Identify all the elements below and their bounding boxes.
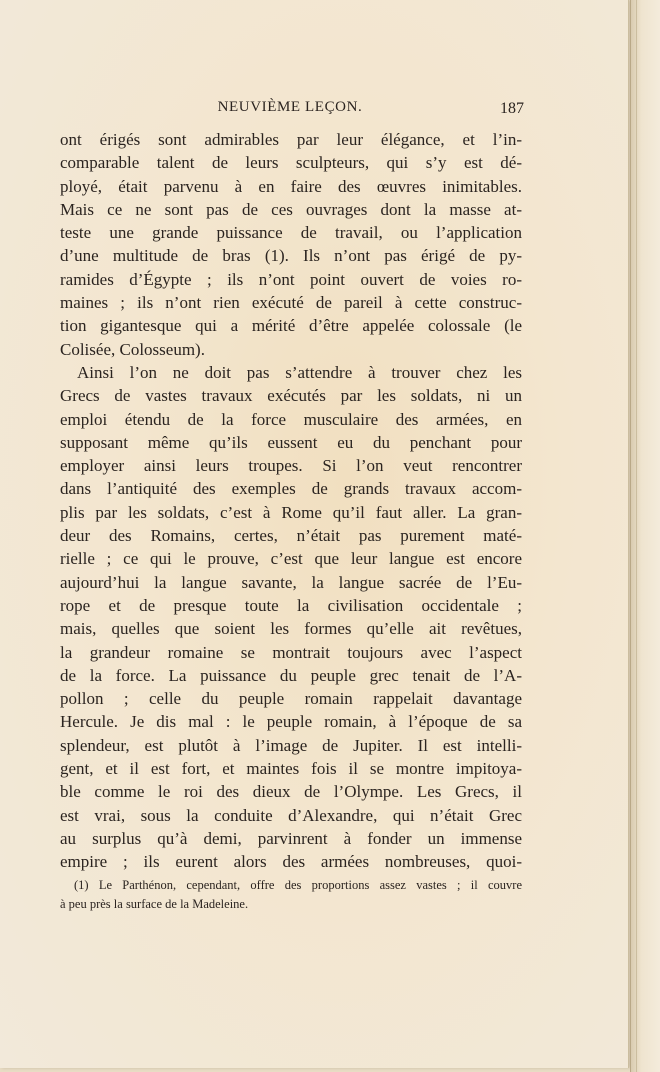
text-line: tion gigantesque qui a mérité d’être appelée colossale (le (60, 316, 522, 336)
page-number: 187 (500, 100, 524, 117)
text-line: pollon ; celle du peuple romain rappelait davantage (60, 689, 522, 709)
text-line: de la force. La puissance du peuple grec tenait de l’A- (60, 665, 522, 685)
text-line: Grecs de vastes travaux exécutés par les soldats, ni un (60, 386, 522, 406)
text-line: Mais ce ne sont pas de ces ouvrages dont la masse at- (60, 199, 522, 219)
footnote (60, 876, 522, 914)
text-line: ployé, était parvenu à en faire des œuvres inimitables. (60, 176, 522, 196)
text-line: empire ; ils eurent alors des armées nombreuses, quoi- (60, 852, 522, 872)
text-line: est vrai, sous la conduite d’Alexandre, qui n’était Grec (60, 805, 522, 825)
text-line: la grandeur romaine se montrait toujours avec l’aspect (60, 642, 522, 662)
text-line: rope et de presque toute la civilisation occidentale ; (60, 595, 522, 615)
text-line: splendeur, est plutôt à l’image de Jupiter. Il est intelli- (60, 735, 522, 755)
footnote-line: (1) Le Parthénon, cependant, offre des proportions assez vastes ; il couvre (74, 878, 522, 892)
text-line: ont érigés sont admirables par leur élégance, et l’in- (60, 130, 522, 149)
text-line: employer ainsi leurs troupes. Si l’on veut rencontrer (60, 456, 522, 476)
page-edge-line (636, 0, 637, 1072)
text-line: Hercule. Je dis mal : le peuple romain, à l’époque de sa (60, 712, 522, 732)
page-edge (630, 0, 660, 1072)
text-line: au surplus qu’à demi, parvinrent à fonder un immense (60, 828, 522, 848)
body-text (60, 128, 522, 874)
text-line: emploi étendu de la force musculaire des armées, en (60, 409, 522, 429)
text-line: aujourd’hui la langue savante, la langue sacrée de l’Eu- (60, 572, 522, 592)
text-line: supposant même qu’ils eussent eu du penchant pour (60, 432, 522, 452)
text-line: teste une grande puissance de travail, ou l’application (60, 223, 522, 243)
text-line: ramides d’Égypte ; ils n’ont point ouvert de voies ro- (60, 269, 522, 289)
text-line: Colisée, Colosseum). (60, 339, 205, 359)
running-title: NEUVIÈME LEÇON. (217, 99, 363, 115)
text-line: dans l’antiquité des exemples de grands travaux accom- (60, 479, 522, 499)
text-line: d’une multitude de bras (1). Ils n’ont pas érigé de py- (60, 246, 522, 266)
text-line: gent, et il est fort, et maintes fois il se montre impitoya- (60, 759, 522, 779)
text-line: ble comme le roi des dieux de l’Olympe. Les Grecs, il (60, 782, 522, 802)
text-line: rielle ; ce qui le prouve, c’est que leur langue est encore (60, 549, 522, 569)
text-line: maines ; ils n’ont rien exécuté de pareil à cette construc- (60, 293, 522, 313)
footnote-line: à peu près la surface de la Madeleine. (60, 897, 249, 911)
text-line: plis par les soldats, c’est à Rome qu’il faut aller. La gran- (60, 502, 522, 522)
text-line: deur des Romains, certes, n’était pas purement maté- (60, 526, 522, 546)
text-line: comparable talent de leurs sculpteurs, qui s’y est dé- (60, 153, 522, 173)
text-line: Ainsi l’on ne doit pas s’attendre à trouver chez les (77, 362, 522, 382)
text-line: mais, quelles que soient les formes qu’elle ait revêtues, (60, 619, 522, 639)
page-header (60, 99, 524, 121)
